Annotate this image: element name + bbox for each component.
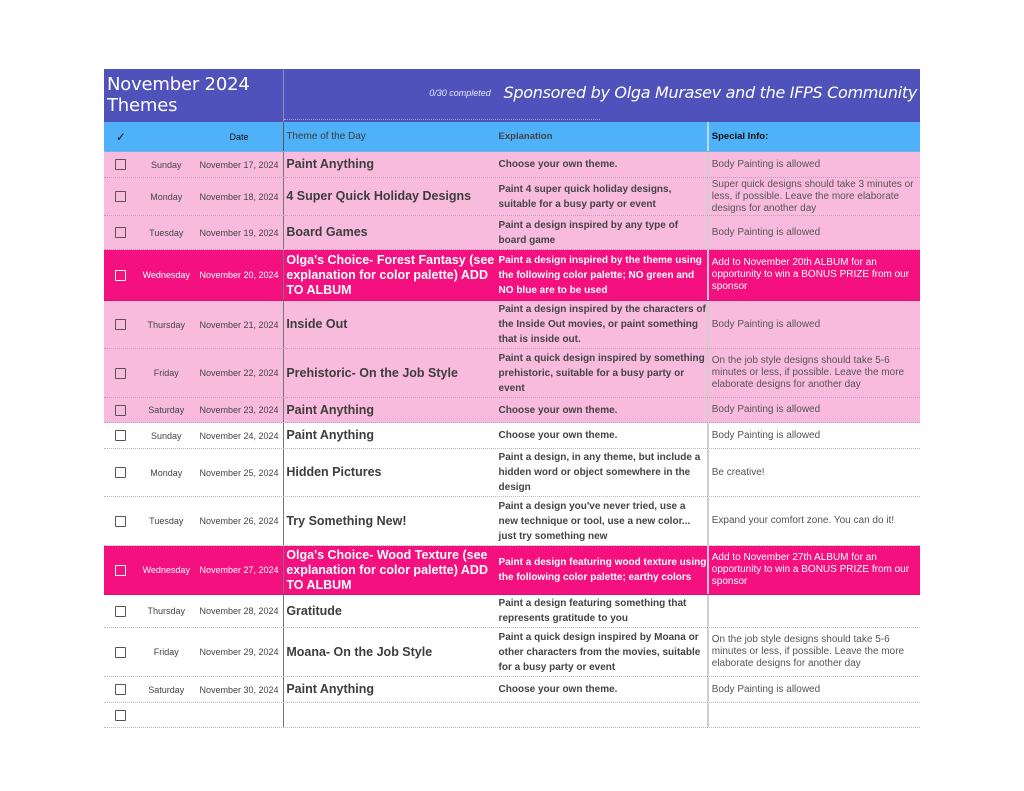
table-row [104,546,920,595]
row-special-info: Body Painting is allowed [707,301,920,348]
row-checkbox-cell [104,467,138,478]
row-checkbox[interactable] [115,647,126,658]
row-checkbox[interactable] [115,270,126,281]
row-date: November 26, 2024 [199,516,279,526]
table-row [104,703,920,728]
table-row [104,398,920,423]
row-special-info: Body Painting is allowed [707,398,920,422]
row-special-info [707,703,920,727]
theme-rows [104,152,920,728]
row-theme: Moana- On the Job Style [283,628,496,676]
row-day: Monday [150,467,183,478]
row-day: Thursday [147,319,186,330]
row-special-info: Add to November 20th ALBUM for an opportunity to win a BONUS PRIZE from our sponsor [707,250,920,300]
row-special-info: On the job style designs should take 5-6 minutes or less, if possible. Leave the more elaborate designs for another day [707,628,920,676]
row-date: November 24, 2024 [199,430,279,441]
row-checkbox[interactable] [115,516,126,527]
row-checkbox-cell [104,710,138,721]
row-checkbox[interactable] [115,710,126,721]
row-date: November 18, 2024 [199,191,279,202]
row-checkbox-cell [104,684,138,695]
row-checkbox-cell [104,565,138,576]
row-day: Wednesday [142,270,190,280]
row-theme: Hidden Pictures [283,449,496,496]
row-explanation: Choose your own theme. [498,430,618,441]
row-special-info: Expand your comfort zone. You can do it! [707,497,920,545]
header-divider [283,69,284,122]
row-day: Tuesday [149,516,184,526]
row-date: November 22, 2024 [199,368,279,378]
row-day: Sunday [151,430,182,441]
progress-status: 0/30 completed [429,88,491,98]
row-theme: Olga's Choice- Wood Texture (see explanation for color palette) ADD TO ALBUM [283,546,496,594]
row-theme [283,703,496,727]
row-explanation: Paint a design, in any theme, but include a hidden word or object somewhere in the design [498,452,701,493]
table-row [104,301,920,349]
table-row [104,595,920,628]
row-day: Saturday [148,684,185,695]
row-checkbox-cell [104,430,138,441]
table-row [104,216,920,250]
column-header-check: ✓ [115,129,126,144]
row-explanation: Paint a design inspired by the theme using the following color palette; NO green and NO blue are to be used [498,254,702,296]
row-explanation: Paint a design you've never tried, use a new technique or tool, use a new color... just try something new [498,500,691,542]
table-row [104,250,920,301]
row-date: November 27, 2024 [199,565,279,575]
row-day: Wednesday [142,565,190,575]
row-special-info: Add to November 27th ALBUM for an opportunity to win a BONUS PRIZE from our sponsor [707,546,920,594]
column-header-special-info: Special Info: [707,122,920,151]
row-explanation: Paint a design featuring something that represents gratitude to you [498,598,687,624]
row-checkbox[interactable] [115,684,126,695]
row-theme: Paint Anything [283,152,496,177]
row-checkbox-cell [104,191,138,202]
header-dotted-divider [284,119,600,120]
row-checkbox[interactable] [115,319,126,330]
row-special-info: Body Painting is allowed [707,152,920,177]
row-checkbox-cell [104,405,138,416]
row-date: November 21, 2024 [199,319,279,330]
row-day: Friday [153,368,179,378]
row-special-info: Body Painting is allowed [707,216,920,249]
row-day: Friday [153,647,179,657]
row-checkbox[interactable] [115,368,126,379]
row-day: Thursday [147,606,186,616]
row-special-info: Body Painting is allowed [707,423,920,448]
row-explanation: Paint a design inspired by any type of board game [498,219,679,246]
row-date: November 29, 2024 [199,647,279,657]
row-special-info: Body Painting is allowed [707,677,920,702]
row-explanation: Choose your own theme. [498,404,618,416]
row-explanation: Choose your own theme. [498,159,618,170]
row-checkbox-cell [104,368,138,379]
row-theme: Inside Out [283,301,496,348]
column-header-row [104,122,920,152]
sponsor-text: Sponsored by Olga Murasev and the IFPS Community [503,83,917,102]
row-special-info: Be creative! [707,449,920,496]
column-header-explanation: Explanation [498,131,553,142]
row-special-info: Super quick designs should take 3 minutes or less, if possible. Leave the more elaborate designs for another day [707,178,920,215]
row-day: Tuesday [149,227,184,238]
row-day: Saturday [148,405,185,415]
row-day: Sunday [151,159,182,170]
row-explanation: Paint a quick design inspired by something prehistoric, suitable for a busy party or event [498,352,705,394]
row-theme: Olga's Choice- Forest Fantasy (see explanation for color palette) ADD TO ALBUM [283,250,496,300]
row-explanation: Choose your own theme. [498,684,618,695]
row-theme: Try Something New! [283,497,496,545]
row-theme: Prehistoric- On the Job Style [283,349,496,397]
table-row [104,423,920,449]
sheet-header [104,69,920,122]
row-checkbox-cell [104,227,138,238]
row-checkbox-cell [104,159,138,170]
row-checkbox-cell [104,319,138,330]
row-checkbox-cell [104,270,138,281]
row-checkbox[interactable] [115,430,126,441]
table-row [104,628,920,677]
row-checkbox[interactable] [115,405,126,416]
row-explanation: Paint 4 super quick holiday designs, suitable for a busy party or event [498,183,672,210]
row-checkbox[interactable] [115,227,126,238]
row-theme: Gratitude [283,595,496,627]
column-header-date: Date [229,131,249,142]
row-date: November 17, 2024 [199,159,279,170]
table-row [104,178,920,216]
row-date: November 28, 2024 [199,606,279,616]
row-checkbox-cell [104,647,138,658]
row-checkbox-cell [104,606,138,617]
table-row [104,349,920,398]
table-row [104,152,920,178]
row-theme: 4 Super Quick Holiday Designs [283,178,496,215]
table-row [104,449,920,497]
row-theme: Paint Anything [283,423,496,448]
page-title: November 2024 Themes [107,74,250,116]
row-day: Monday [150,191,183,202]
row-explanation: Paint a quick design inspired by Moana or other characters from the movies, suitable for a busy party or event [498,631,701,673]
row-checkbox[interactable] [115,565,126,576]
row-checkbox[interactable] [115,467,126,478]
table-row [104,677,920,703]
row-checkbox-cell [104,516,138,527]
row-checkbox[interactable] [115,191,126,202]
row-explanation: Paint a design featuring wood texture using the following color palette; earthy colors [498,557,707,583]
row-checkbox[interactable] [115,606,126,617]
row-date: November 25, 2024 [199,467,279,478]
table-row [104,497,920,546]
row-date: November 30, 2024 [199,684,279,695]
row-checkbox[interactable] [115,159,126,170]
row-theme: Paint Anything [283,398,496,422]
row-special-info: On the job style designs should take 5-6 minutes or less, if possible. Leave the more elaborate designs for another day [707,349,920,397]
row-explanation: Paint a design inspired by the characters of the Inside Out movies, or paint something that is inside out. [498,304,706,345]
row-date: November 19, 2024 [199,227,279,238]
row-date: November 23, 2024 [199,405,279,415]
row-explanation [497,703,707,727]
themes-sheet [104,69,920,728]
row-theme: Board Games [283,216,496,249]
row-theme: Paint Anything [283,677,496,702]
row-special-info [707,595,920,627]
row-date: November 20, 2024 [199,270,279,280]
column-header-theme: Theme of the Day [283,122,496,151]
